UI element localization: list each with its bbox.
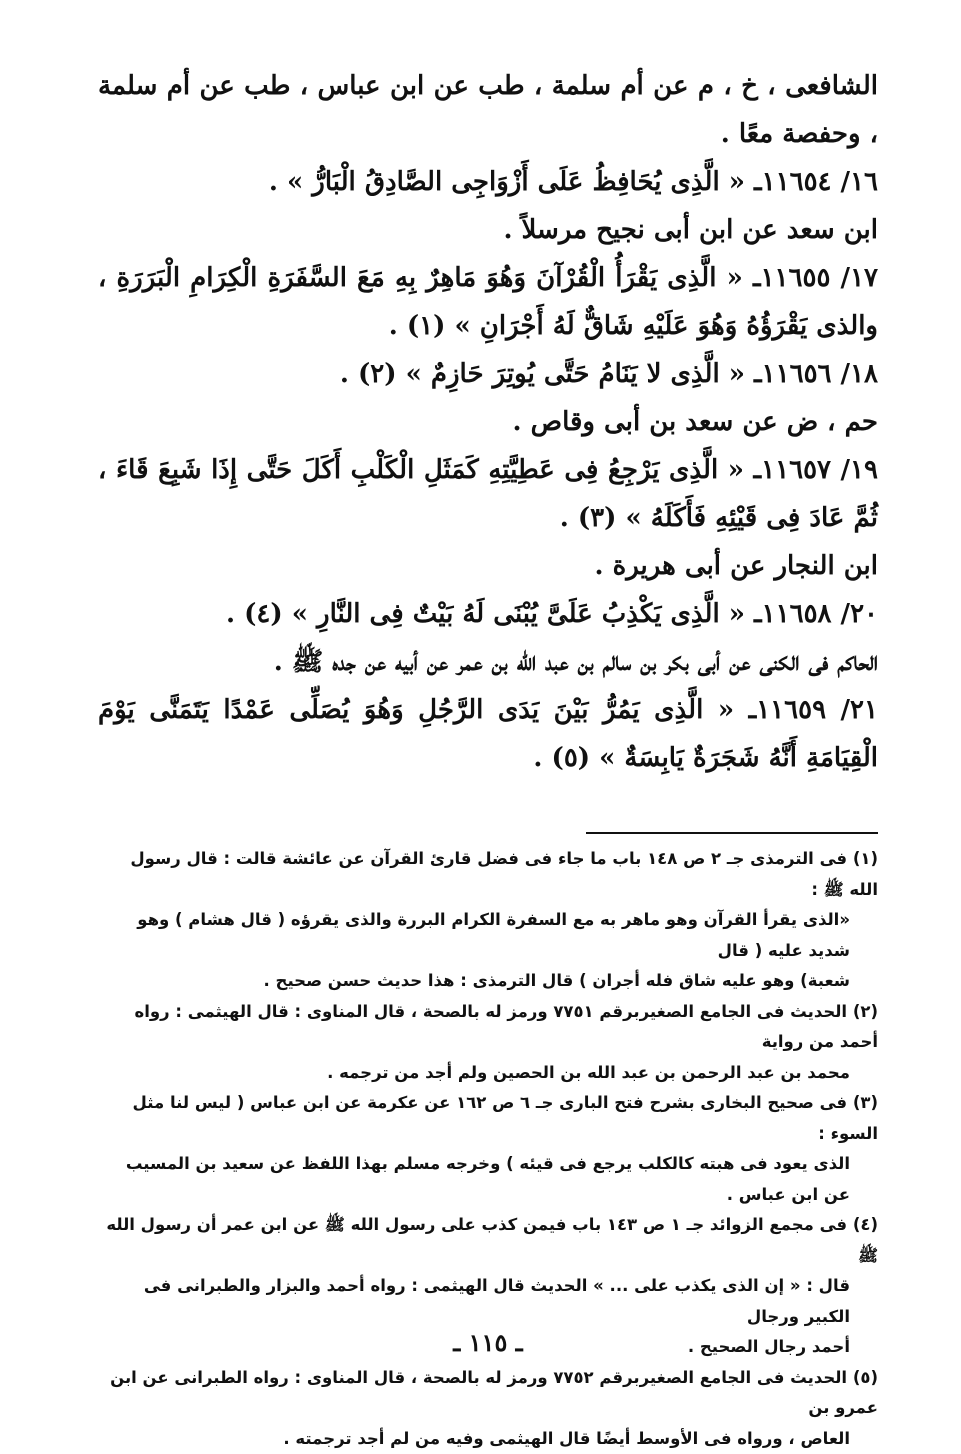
footnote-3 xyxy=(98,1088,878,1210)
footnote-line: قال : « إن الذى يكذب على ... » الحديث قال الهيثمى : رواه أحمد والبزار والطبرانى فى الكبير ورجال xyxy=(98,1271,878,1332)
footnote-line: (١) فى الترمذى جـ ٢ ص ١٤٨ باب ما جاء فى فضل قارئ القرآن عن عائشة قالت : قال رسول الله ﷺ : xyxy=(98,844,878,905)
hadith-entry: ٢٠/ ١١٦٥٨ـ « الَّذِى يَكْذِبُ عَلَىَّ يُبْنَى لَهُ بَيْتٌ فِى النَّارِ » (٤) . xyxy=(98,590,878,638)
main-text xyxy=(98,62,878,782)
footnote-divider xyxy=(586,832,878,834)
footnote-line: (٣) فى صحيح البخارى بشرح فتح البارى جـ ٦ ص ١٦٢ عن عكرمة عن ابن عباس ( ليس لنا مثل السوء : xyxy=(98,1088,878,1149)
footnote-line: (٤) فى مجمع الزوائد جـ ١ ص ١٤٣ باب فيمن كذب على رسول الله ﷺ عن ابن عمر أن رسول الله ﷺ xyxy=(98,1210,878,1271)
page-number: ـ ١١٥ ـ xyxy=(98,1328,878,1357)
footnote-line: «الذى يقرأ القرآن وهو ماهر به مع السفرة الكرام البررة والذى يقرؤه ( قال هشام ) وهو شديد عليه ( قال xyxy=(98,905,878,966)
footnote-line: الذى يعود فى هبته كالكلب يرجع فى قيئه ) وخرجه مسلم بهذا اللفظ عن سعيد بن المسيب عن ابن عباس . xyxy=(98,1149,878,1210)
source-line: حم ، ض عن سعد بن أبى وقاص . xyxy=(98,398,878,446)
footnote-line: (٥) الحديث فى الجامع الصغيربرقم ٧٧٥٢ ورمز له بالصحة ، قال المناوى : رواه الطبرانى عن ابن عمرو بن xyxy=(98,1363,878,1424)
source-line: ابن سعد عن ابن أبى نجيح مرسلاً . xyxy=(98,206,878,254)
hadith-entry: ٢١/ ١١٦٥٩ـ « الَّذِى يَمُرُّ بَيْنَ يَدَى الرَّجُلِ وَهُوَ يُصَلِّى عَمْدًا يَتَمَنَّى يَوْمَ الْقِيَامَةِ أَنَّهُ شَجَرَةٌ يَابِسَةٌ » (٥) . xyxy=(98,686,878,782)
footnote-line: أحمد رجال الصحيح . xyxy=(98,1332,878,1363)
hadith-entry: ١٧/ ١١٦٥٥ـ « الَّذِى يَقْرَأُ الْقُرْآنَ وَهُوَ مَاهِرٌ بِهِ مَعَ السَّفَرَةِ الْكِرَامِ الْبَرَرَةِ ، والذى يَقْرَؤُهُ وَهُوَ عَلَيْهِ شَاقٌّ لَهُ أَجْرَانِ » (١) . xyxy=(98,254,878,350)
paragraph: الشافعى ، خ ، م عن أم سلمة ، طب عن ابن عباس ، طب عن أم سلمة ، وحفصة معًا . xyxy=(98,62,878,158)
footnote-line: العاص ، ورواه فى الأوسط أيضًا قال الهيثمى وفيه من لم أجد ترجمته . xyxy=(98,1424,878,1454)
footnote-line: (٢) الحديث فى الجامع الصغيربرقم ٧٧٥١ ورمز له بالصحة ، قال المناوى : قال الهيثمى : رواه أحمد من رواية xyxy=(98,997,878,1058)
footnotes xyxy=(98,844,878,1454)
footnote-1 xyxy=(98,844,878,997)
source-line: ابن النجار عن أبى هريرة . xyxy=(98,542,878,590)
hadith-entry: ١٦/ ١١٦٥٤ـ « الَّذِى يُحَافِظُ عَلَى أَزْوَاجِى الصَّادِقُ الْبَارُّ » . xyxy=(98,158,878,206)
hadith-entry: ١٩/ ١١٦٥٧ـ « الَّذِى يَرْجِعُ فِى عَطِيَّتِهِ كَمَثَلِ الْكَلْبِ أَكَلَ حَتَّى إِذَا شَبِعَ قَاءَ ، ثُمَّ عَادَ فِى قَيْئِهِ فَأَكَلَهُ » (٣) . xyxy=(98,446,878,542)
source-line: الحاكم فى الكنى عن أبى بكر بن سالم بن عبد الله بن عمر عن أبيه عن جده ﷺ . xyxy=(98,638,878,686)
page-content xyxy=(98,62,878,1342)
footnote-line: شعبة) وهو عليه شاق فله أجران ) قال الترمذى : هذا حديث حسن صحيح . xyxy=(98,966,878,997)
footnote-2 xyxy=(98,997,878,1089)
hadith-entry: ١٨/ ١١٦٥٦ـ « الَّذِى لا يَنَامُ حَتَّى يُوتِرَ حَازِمٌ » (٢) . xyxy=(98,350,878,398)
footnote-5 xyxy=(98,1363,878,1454)
footnote-line: محمد بن عبد الرحمن بن عبد الله بن الحصين ولم أجد من ترجمه . xyxy=(98,1058,878,1089)
